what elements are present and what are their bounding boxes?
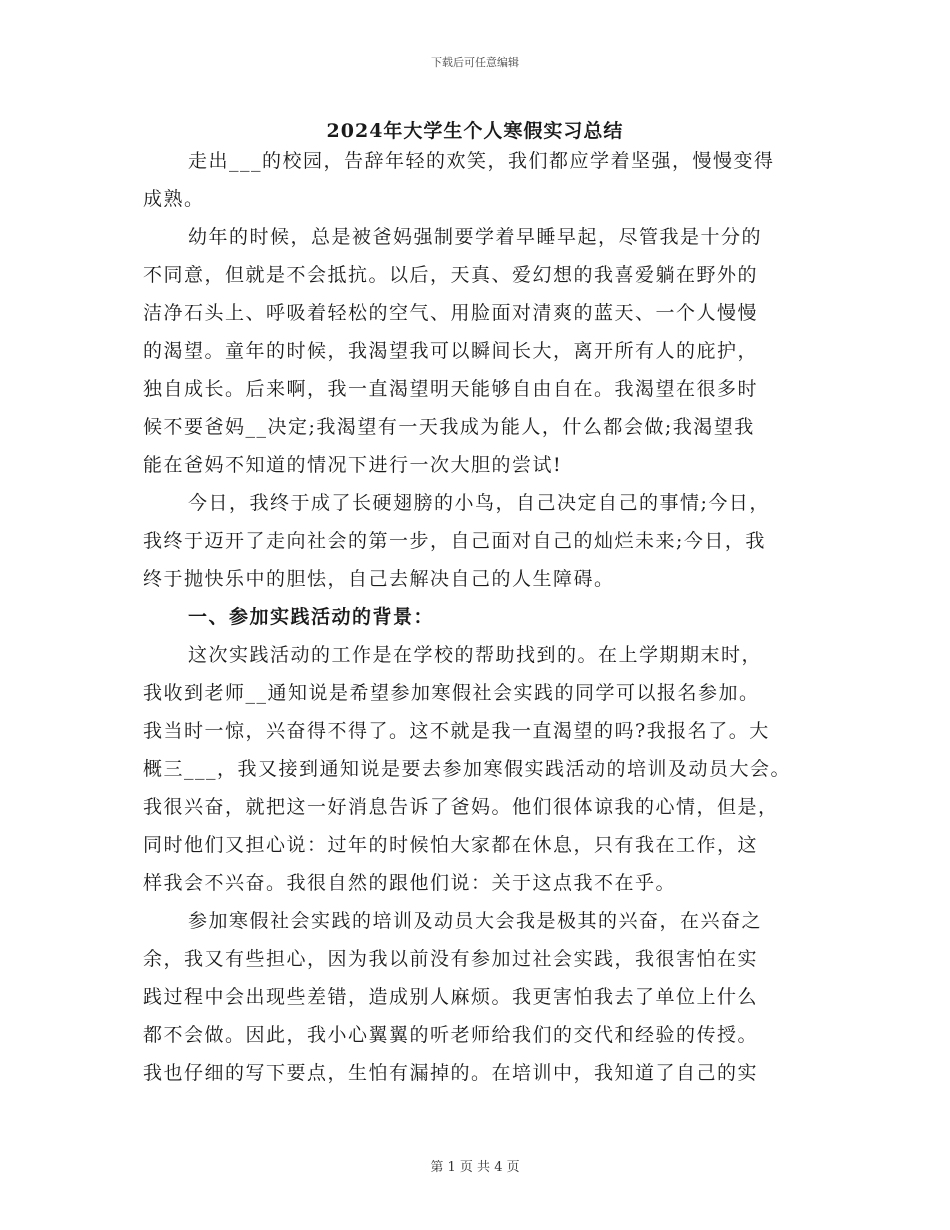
paragraph-line: 概三___，我又接到通知说是要去参加寒假实践活动的培训及动员大会。	[143, 758, 792, 780]
paragraph-line: 不同意，但就是不会抵抗。以后，天真、爱幻想的我喜爱躺在野外的	[143, 264, 759, 286]
section-heading: 一、参加实践活动的背景：	[188, 606, 435, 628]
paragraph-line: 终于抛快乐中的胆怯，自己去解决自己的人生障碍。	[143, 568, 615, 590]
paragraph-line: 今日，我终于成了长硬翅膀的小鸟，自己决定自己的事情;今日，	[188, 492, 770, 514]
paragraph-line: 余，我又有些担心，因为我以前没有参加过社会实践，我很害怕在实	[143, 948, 759, 970]
paragraph-line: 我当时一惊，兴奋得不得了。这不就是我一直渴望的吗?我报名了。大	[143, 720, 770, 742]
paragraph-line: 幼年的时候，总是被爸妈强制要学着早睡早起，尽管我是十分的	[188, 226, 763, 248]
paragraph-line: 我终于迈开了走向社会的第一步，自己面对自己的灿烂未来;今日，我	[143, 530, 766, 552]
document-title: 2024年大学生个人寒假实习总结	[326, 120, 624, 142]
paragraph-line: 践过程中会出现些差错，造成别人麻烦。我更害怕我去了单位上什么	[143, 986, 759, 1008]
paragraph-line: 都不会做。因此，我小心翼翼的听老师给我们的交代和经验的传授。	[143, 1024, 759, 1046]
paragraph-line: 参加寒假社会实践的培训及动员大会我是极其的兴奋，在兴奋之	[188, 910, 763, 932]
paragraph-line: 独自成长。后来啊，我一直渴望明天能够自由自在。我渴望在很多时	[143, 378, 759, 400]
page-footer: 第 1 页 共 4 页	[430, 1160, 520, 1175]
paragraph-line: 的渴望。童年的时候，我渴望我可以瞬间长大，离开所有人的庇护，	[143, 340, 759, 362]
paragraph-line: 样我会不兴奋。我很自然的跟他们说：关于这点我不在乎。	[143, 872, 677, 894]
paragraph-line: 走出___的校园，告辞年轻的欢笑，我们都应学着坚强，慢慢变得	[188, 150, 775, 172]
paragraph-line: 能在爸妈不知道的情况下进行一次大胆的尝试!	[143, 454, 563, 476]
page-header: 下载后可任意编辑	[431, 56, 519, 69]
paragraph-line: 成熟。	[143, 188, 205, 210]
paragraph-line: 候不要爸妈__决定;我渴望有一天我成为能人，什么都会做;我渴望我	[143, 416, 755, 438]
paragraph-line: 我也仔细的写下要点，生怕有漏掉的。在培训中，我知道了自己的实	[143, 1062, 759, 1084]
paragraph-line: 这次实践活动的工作是在学校的帮助找到的。在上学期期末时，	[188, 644, 763, 666]
paragraph-line: 洁净石头上、呼吸着轻松的空气、用脸面对清爽的蓝天、一个人慢慢	[143, 302, 759, 324]
paragraph-line: 同时他们又担心说：过年的时候怕大家都在休息，只有我在工作，这	[143, 834, 759, 856]
document-body	[143, 142, 863, 1092]
paragraph-line: 我很兴奋，就把这一好消息告诉了爸妈。他们很体谅我的心情，但是，	[143, 796, 779, 818]
paragraph-line: 我收到老师__通知说是希望参加寒假社会实践的同学可以报名参加。	[143, 682, 760, 704]
